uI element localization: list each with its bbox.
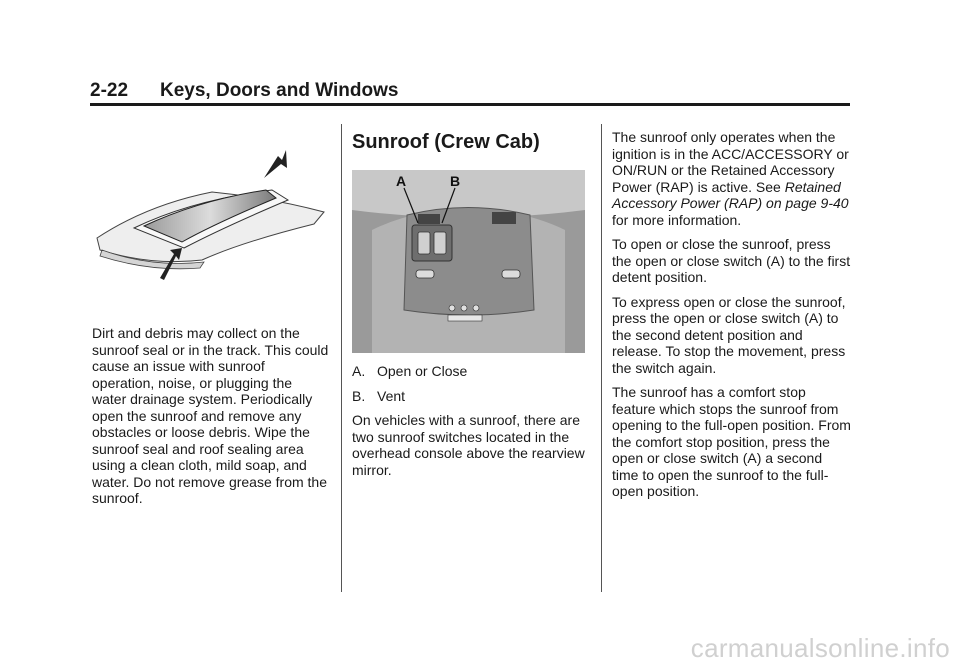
express-paragraph: To express open or close the sunroof, press the open or close switch (A) to the second detent position and release. To stop the movement, press the switch again.: [612, 293, 846, 376]
page-number: 2-22: [90, 80, 129, 101]
ignition-paragraph: [612, 129, 852, 228]
switches-paragraph: On vehicles with a sunroof, there are two sunroof switches located in the overhead console above the rearview mirror.: [352, 412, 585, 478]
chapter-title: Keys, Doors and Windows: [160, 80, 399, 101]
sunroof-illustration-icon: [92, 150, 332, 280]
column-3: [612, 129, 852, 508]
section-title: Sunroof (Crew Cab): [352, 131, 540, 153]
ignition-text: The sunroof only operates when the ignition is in the ACC/ACCESSORY or ON/RUN or the Retained Accessory Power (RAP) is active. See: [612, 129, 849, 195]
comfort-stop-paragraph: The sunroof has a comfort stop feature which stops the sunroof from opening to the full-open position. From the comfort stop position, press the open or close switch (A) a second time to open the sunroof to the full-open position.: [612, 384, 851, 499]
rap-cross-reference-link[interactable]: Retained Accessory Power (RAP) on page 9-40: [612, 178, 849, 211]
page-header: [90, 80, 850, 104]
label-a: A: [396, 173, 407, 189]
label-b: B: [450, 173, 461, 189]
list-letter-b: B.: [352, 387, 366, 404]
overhead-console-photo-icon: [352, 170, 585, 353]
list-item-a: [352, 363, 588, 380]
list-text-b: Vent: [377, 387, 406, 404]
debris-paragraph: Dirt and debris may collect on the sunroof seal or in the track. This could cause an issue with sunroof operation, noise, or plugging the water drainage system. Periodically open the sunroof and remove any obstacles or loose debris. Wipe the sunroof seal and roof sealing area using a clean cloth, mild soap, and water. Do not remove grease from the sunroof.: [92, 325, 329, 506]
header-rule: [90, 103, 850, 106]
list-item-b: [352, 388, 588, 405]
list-letter-a: A.: [352, 363, 366, 379]
column-1: [92, 325, 330, 515]
open-close-paragraph: To open or close the sunroof, press the open or close switch (A) to the first detent position.: [612, 236, 851, 285]
column-divider-2: [601, 124, 602, 592]
list-text-a: Open or Close: [377, 363, 468, 379]
ignition-tail: for more information.: [612, 211, 742, 228]
column-divider-1: [341, 124, 342, 592]
column-2: [352, 130, 588, 486]
watermark: carmanualsonline.info: [690, 633, 950, 663]
